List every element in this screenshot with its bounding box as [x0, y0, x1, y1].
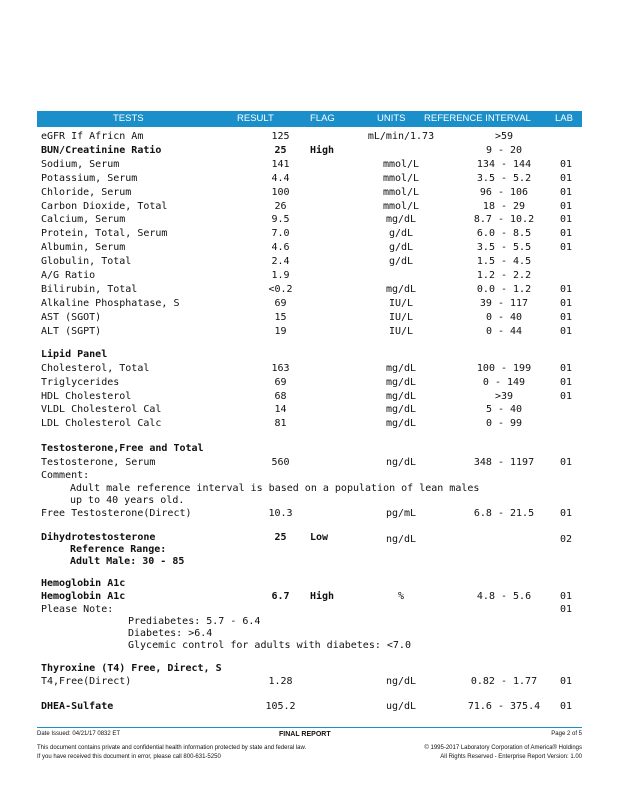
- reference-interval: 1.2 - 2.2: [476, 270, 532, 281]
- result-value: 81: [274, 418, 287, 430]
- copyright: © 1995-2017 Laboratory Corporation of America® Holdings: [424, 745, 582, 751]
- test-name: HDL Cholesterol: [41, 390, 132, 402]
- a1c-title: Hemoglobin A1c: [41, 578, 126, 589]
- test-name: Calcium, Serum: [41, 214, 126, 226]
- units: mg/dL: [385, 363, 417, 374]
- test-name: Bilirubin, Total: [41, 283, 138, 295]
- reference-interval: 1.5 - 4.5: [476, 256, 532, 268]
- units: IU/L: [388, 325, 414, 337]
- date-issued: Date Issued: 04/21/17 0832 ET: [37, 731, 121, 737]
- reference-interval: 0 - 99: [485, 418, 523, 430]
- note-line: Glycemic control for adults with diabetes: <7.0: [128, 640, 411, 651]
- comment-line: up to 40 years old.: [70, 495, 185, 506]
- table-row: [0, 158, 618, 171]
- units: mmol/L: [382, 158, 420, 170]
- units: mg/dL: [385, 376, 417, 388]
- result-value: 15: [274, 311, 287, 323]
- reference-interval: 3.5 - 5.5: [476, 242, 532, 254]
- table-row: [0, 227, 618, 240]
- header-result: RESULT: [237, 113, 274, 124]
- units: mg/dL: [385, 418, 417, 430]
- result-value: 1.9: [271, 270, 290, 281]
- result-value: 69: [274, 376, 287, 388]
- reference-interval: 0 - 40: [485, 311, 523, 323]
- comment-label: Comment:: [41, 470, 90, 481]
- units: IU/L: [388, 297, 414, 309]
- table-row: [0, 241, 618, 254]
- units: g/dL: [388, 228, 414, 240]
- table-row: [0, 200, 618, 213]
- lab-code: 01: [559, 228, 573, 240]
- table-row: [0, 186, 618, 199]
- lab-code: 01: [559, 186, 573, 198]
- dhea-row: DHEA-Sulfate 105.2 ug/dL 71.6 - 375.4 01: [41, 701, 573, 712]
- units: mg/dL: [385, 283, 417, 295]
- table-row: [0, 144, 618, 157]
- units: mg/dL: [385, 390, 417, 402]
- units: mg/dL: [385, 404, 417, 416]
- test-name: Protein, Total, Serum: [41, 228, 168, 240]
- result-value: 19: [274, 325, 287, 337]
- test-name: Albumin, Serum: [41, 242, 126, 254]
- units: mL/min/1.73: [367, 131, 435, 142]
- result-value: 4.6: [271, 242, 290, 254]
- lab-code: 01: [559, 200, 573, 212]
- header-lab: LAB: [555, 113, 573, 124]
- test-name: A/G Ratio: [41, 270, 96, 281]
- result-value: <0.2: [268, 283, 293, 295]
- table-row: [0, 269, 618, 282]
- lab-code: 01: [559, 363, 573, 374]
- table-row: [0, 283, 618, 296]
- result-value: 69: [274, 297, 287, 309]
- t4-title: Thyroxine (T4) Free, Direct, S: [41, 663, 222, 674]
- result-value: 68: [274, 390, 287, 402]
- test-name: AST (SGOT): [41, 311, 102, 323]
- lab-code: 01: [559, 158, 573, 170]
- table-row: [0, 362, 618, 375]
- note-label: Please Note: 01: [41, 604, 573, 615]
- table-row: [0, 297, 618, 310]
- units: mmol/L: [382, 186, 420, 198]
- lab-code: 01: [559, 214, 573, 226]
- reference-interval: 96 - 106: [479, 186, 529, 198]
- reference-interval: 9 - 20: [485, 144, 523, 156]
- table-row: [0, 376, 618, 389]
- reference-interval: 8.7 - 10.2: [473, 214, 535, 226]
- units: mmol/L: [382, 172, 420, 184]
- reference-interval: 0.0 - 1.2: [476, 283, 532, 295]
- lab-code: 01: [559, 283, 573, 295]
- table-row: [0, 417, 618, 430]
- test-name: VLDL Cholesterol Cal: [41, 404, 162, 416]
- test-name: Alkaline Phosphatase, S: [41, 297, 180, 309]
- result-value: 125: [271, 131, 290, 142]
- table-row: [0, 255, 618, 268]
- table-row: [0, 325, 618, 338]
- table-row: [0, 311, 618, 324]
- lab-code: 01: [559, 297, 573, 309]
- test-name: Potassium, Serum: [41, 172, 138, 184]
- flag: High: [310, 144, 335, 156]
- testosterone-title: Testosterone,Free and Total: [41, 443, 204, 454]
- units: mg/dL: [385, 214, 417, 226]
- result-value: 4.4: [271, 172, 290, 184]
- test-name: Triglycerides: [41, 376, 120, 388]
- footer-divider: [37, 727, 582, 728]
- dht-row: Dihydrotestosterone 25 Low: [41, 532, 329, 543]
- lab-code: 01: [559, 376, 573, 388]
- reference-interval: 3.5 - 5.2: [476, 172, 532, 184]
- reference-interval: 0 - 44: [485, 325, 523, 337]
- table-row: Testosterone, Serum 560 ng/dL 348 - 1197 01: [41, 457, 573, 468]
- privacy-notice: This document contains private and confidential health information protected by state and federal law.: [37, 745, 307, 751]
- table-row: [0, 403, 618, 416]
- header-flag: FLAG: [310, 113, 335, 124]
- lab-code: 01: [559, 172, 573, 184]
- dht-extra: ng/dL 02: [385, 534, 573, 545]
- reference-interval: 0 - 149: [482, 376, 526, 388]
- result-value: 141: [271, 158, 290, 170]
- header-units: UNITS: [377, 113, 406, 124]
- reference-interval: 5 - 40: [485, 404, 523, 416]
- test-name: ALT (SGPT): [41, 325, 102, 337]
- result-value: 100: [271, 186, 290, 198]
- table-header: [37, 111, 582, 127]
- units: mmol/L: [382, 200, 420, 212]
- test-name: Globulin, Total: [41, 256, 132, 268]
- units: g/dL: [388, 256, 414, 268]
- result-value: 14: [274, 404, 287, 416]
- test-name: Carbon Dioxide, Total: [41, 200, 168, 212]
- table-row: T4,Free(Direct) 1.28 ng/dL 0.82 - 1.77 01: [41, 676, 573, 687]
- table-row: [0, 390, 618, 403]
- units: g/dL: [388, 242, 414, 254]
- privacy-phone: If you have received this document in error, please call 800-631-5250: [37, 754, 221, 760]
- final-report: FINAL REPORT: [279, 731, 331, 738]
- test-name: Cholesterol, Total: [41, 363, 150, 374]
- lab-code: 01: [559, 242, 573, 254]
- a1c-row: Hemoglobin A1c 6.7 High % 4.8 - 5.6 01: [41, 591, 573, 602]
- result-value: 2.4: [271, 256, 290, 268]
- reference-interval: 134 - 144: [476, 158, 532, 170]
- page-number: Page 2 of 5: [551, 731, 582, 737]
- table-row: Free Testosterone(Direct) 10.3 pg/mL 6.8 - 21.5 01: [41, 508, 573, 519]
- reference-interval: >59: [494, 131, 514, 142]
- test-name: LDL Cholesterol Calc: [41, 418, 162, 430]
- test-name: BUN/Creatinine Ratio: [41, 144, 162, 156]
- table-row: [0, 130, 618, 143]
- comment-line: Adult male reference interval is based on a population of lean males: [70, 483, 480, 494]
- header-reference: REFERENCE INTERVAL: [424, 113, 531, 124]
- reference-interval: 100 - 199: [476, 363, 532, 374]
- lab-code: 01: [559, 325, 573, 337]
- test-name: Sodium, Serum: [41, 158, 120, 170]
- test-name: Chloride, Serum: [41, 186, 132, 198]
- note-line: Prediabetes: 5.7 - 6.4: [128, 616, 261, 627]
- result-value: 26: [274, 200, 287, 212]
- units: IU/L: [388, 311, 414, 323]
- result-value: 9.5: [271, 214, 290, 226]
- table-row: [0, 213, 618, 226]
- footer: [37, 731, 582, 761]
- lab-code: 01: [559, 311, 573, 323]
- lipid-panel-title: Lipid Panel: [41, 349, 108, 360]
- lab-code: 01: [559, 390, 573, 402]
- table-row: [0, 172, 618, 185]
- test-name: eGFR If Africn Am: [41, 131, 144, 142]
- reference-interval: 6.0 - 8.5: [476, 228, 532, 240]
- dht-reference: Adult Male: 30 - 85: [70, 556, 185, 567]
- note-line: Diabetes: >6.4: [128, 628, 213, 639]
- reference-interval: >39: [494, 390, 514, 402]
- reference-interval: 39 - 117: [479, 297, 529, 309]
- result-value: 163: [271, 363, 290, 374]
- dht-reference: Reference Range:: [70, 544, 167, 555]
- header-tests: TESTS: [113, 113, 144, 124]
- result-value: 25: [274, 144, 287, 156]
- result-value: 7.0: [271, 228, 290, 240]
- rights-version: All Rights Reserved - Enterprise Report Version: 1.00: [440, 754, 582, 760]
- reference-interval: 18 - 29: [482, 200, 526, 212]
